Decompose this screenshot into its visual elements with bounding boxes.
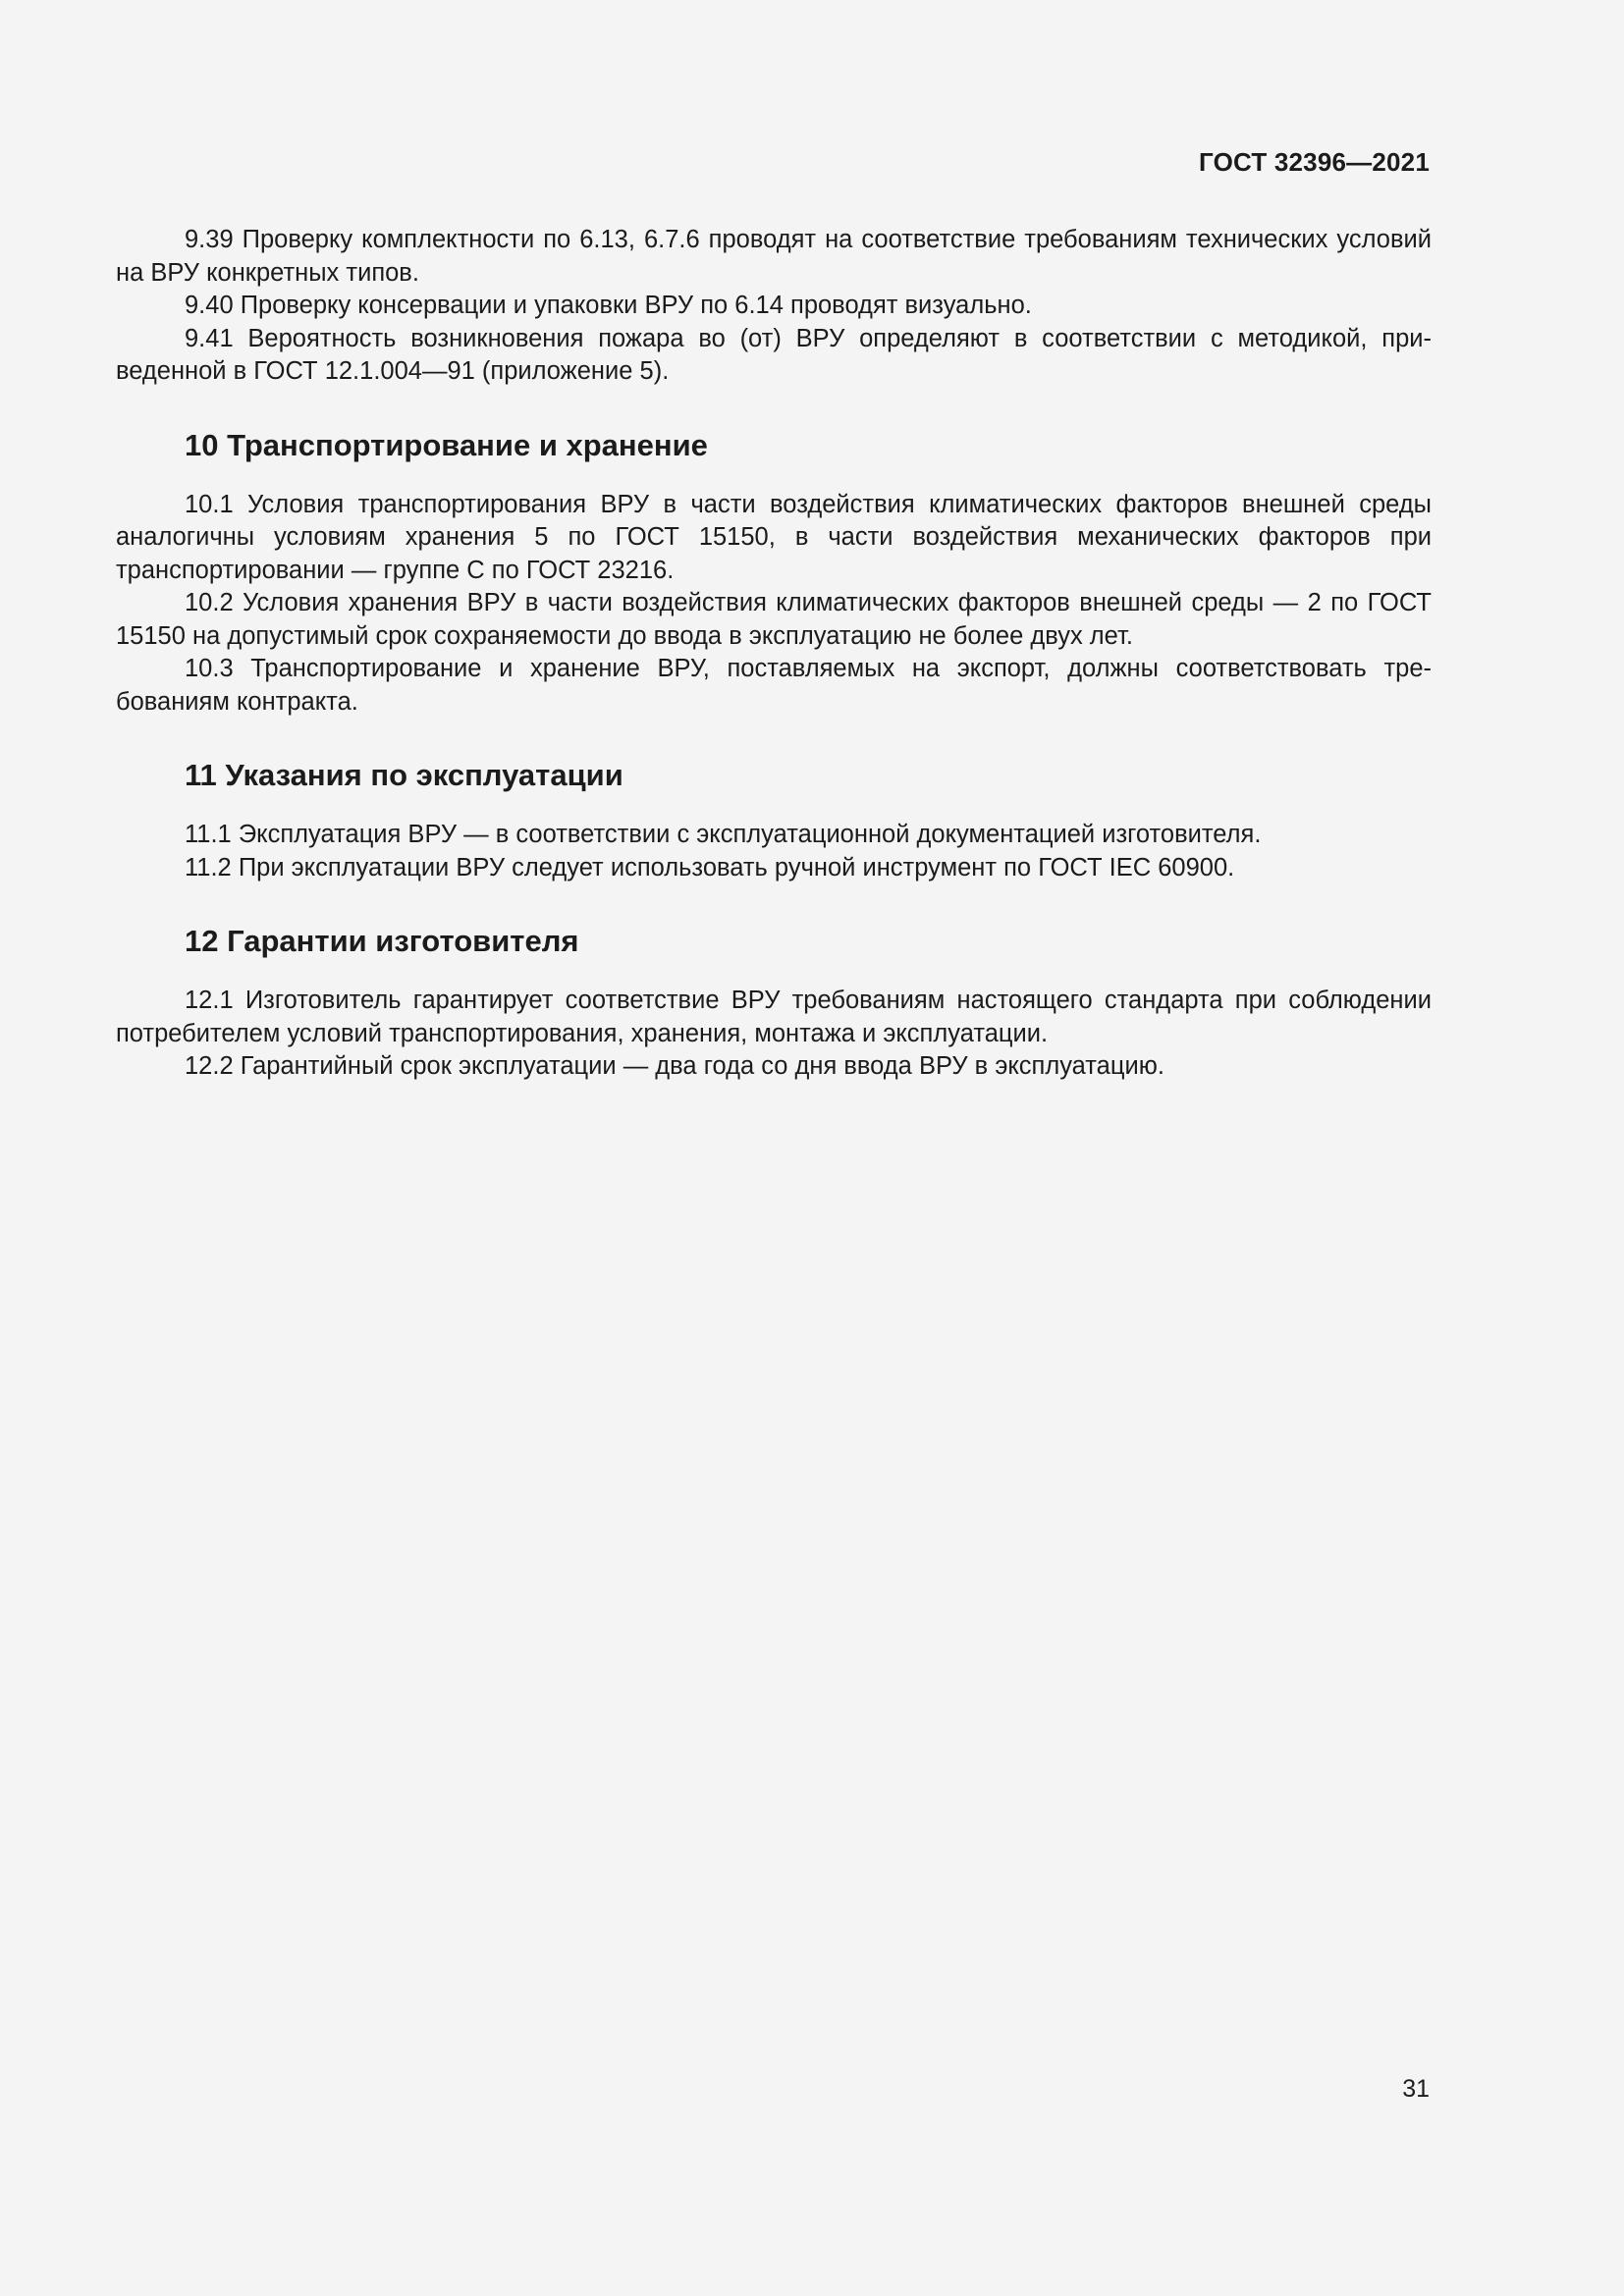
paragraph-10-2: 10.2 Условия хранения ВРУ в части воздействия климатических факторов внешней среды — 2 по ГОСТ 15150 на допустимый срок сохраняемости до ввода в эксплуатацию не более двух лет. — [116, 589, 1432, 650]
paragraph-12-1: 12.1 Изготовитель гарантирует соответствие ВРУ требованиям настоящего стандарта при соблюдении потребителем условий транспортирования, хранения, монтажа и эксплуатации. — [116, 987, 1432, 1047]
page-number: 31 — [1402, 2075, 1430, 2103]
paragraph-10-3: 10.3 Транспортирование и хранение ВРУ, поставляемых на экспорт, должны соответствовать требованиям контракта. — [116, 655, 1432, 716]
paragraph-9-41: 9.41 Вероятность возникновения пожара во (от) ВРУ определяют в соответствии с методикой, приведенной в ГОСТ 12.1.004—91 (приложение 5). — [116, 324, 1432, 385]
paragraph-9-39: 9.39 Проверку комплектности по 6.13, 6.7.6 проводят на соответствие требованиям технических условий на ВРУ конкретных типов. — [116, 226, 1432, 287]
section-10-heading: 10 Транспортирование и хранение — [185, 427, 708, 462]
paragraph-10-1: 10.1 Условия транспортирования ВРУ в части воздействия климатических факторов внешней среды аналогичны условиям хранения 5 по ГОСТ 15150, в части воздействия механических факторов при транспортировании — группе С по ГОСТ 23216. — [116, 490, 1432, 584]
section-11-heading: 11 Указания по эксплуатации — [185, 758, 623, 792]
paragraph-11-1: 11.1 Эксплуатация ВРУ — в соответствии с эксплуатационной документацией изготовителя. — [185, 821, 1262, 848]
section-12-heading: 12 Гарантии изготовителя — [185, 924, 579, 958]
paragraph-9-40: 9.40 Проверку консервации и упаковки ВРУ по 6.14 проводят визуально. — [185, 292, 1032, 319]
paragraph-11-2: 11.2 При эксплуатации ВРУ следует использовать ручной инструмент по ГОСТ IEC 60900. — [185, 853, 1235, 881]
document-body — [116, 224, 1432, 1084]
document-code-header: ГОСТ 32396—2021 — [1199, 147, 1430, 177]
paragraph-12-2: 12.2 Гарантийный срок эксплуатации — два года со дня ввода ВРУ в эксплуатацию. — [185, 1052, 1164, 1080]
